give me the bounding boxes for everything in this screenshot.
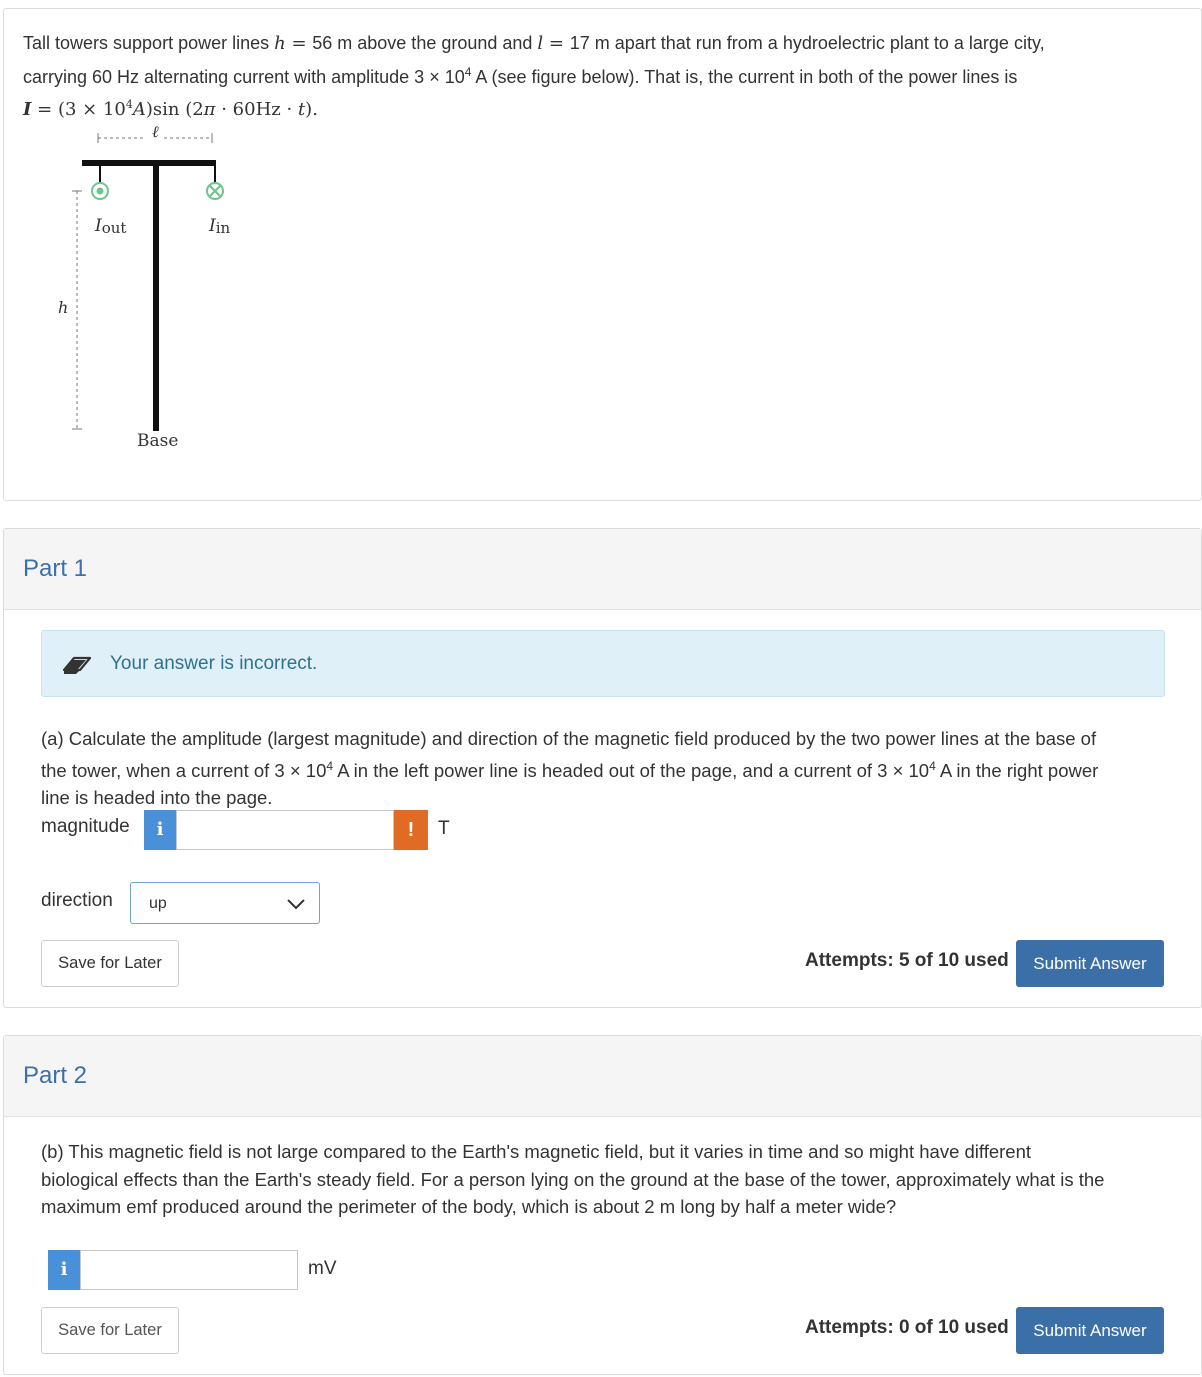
iin-wire-symbol [207, 183, 223, 199]
magnitude-info-icon[interactable]: i [144, 810, 176, 850]
incorrect-alert [41, 630, 1165, 697]
part2-prompt: (b) This magnetic field is not large compared to the Earth's magnetic field, but it varies in time and so might have different biological effects than the Earth's steady field. For a person lying on the ground at the base of the tower, approximately what is the maximum emf produced around the perimeter of the body, which is about 2 m long by half a meter wide? [41, 1141, 1105, 1217]
alert-message: Your answer is incorrect. [110, 653, 318, 674]
part2-header[interactable] [4, 1036, 1201, 1117]
emf-unit: mV [308, 1258, 337, 1279]
direction-label: direction [41, 890, 113, 911]
part2-card [3, 1035, 1202, 1375]
part2-title: Part 2 [23, 1062, 88, 1089]
direction-selected-value: up [149, 895, 167, 912]
tower-pole [153, 160, 159, 431]
part2-submit-button[interactable]: Submit Answer [1016, 1307, 1164, 1354]
tower-figure [44, 121, 264, 451]
iout-label: Iout [95, 216, 127, 237]
emf-input[interactable] [80, 1250, 298, 1290]
question-line-1: Tall towers support power lines h = 56 m above the ground and l = 17 m apart that run from a hydroelectric plant to a large city, [23, 33, 1045, 54]
h-dimension [58, 191, 82, 429]
chevron-down-icon [285, 895, 307, 913]
question-card [3, 8, 1202, 501]
l-label: ℓ [152, 122, 159, 141]
direction-select[interactable] [130, 882, 320, 924]
emf-info-icon[interactable]: i [48, 1250, 80, 1290]
question-text [23, 29, 1193, 124]
part1-header[interactable] [4, 529, 1201, 610]
part1-attempts: Attempts: 5 of 10 used [805, 950, 1009, 971]
part1-prompt: (a) Calculate the amplitude (largest magnitude) and direction of the magnetic field produced by the two power lines at the base of the tower, when a current of $3 \times 10^4$ A in the left power line is headed out of the page, and a current of $3 \times 10^4$ A in the right power line is headed into the page. [41, 728, 1099, 809]
part1-card [3, 528, 1202, 1008]
eraser-icon [60, 652, 92, 676]
iin-label: Iin [209, 216, 231, 237]
part1-save-later-button[interactable]: Save for Later [41, 940, 179, 987]
magnitude-input[interactable] [176, 810, 394, 850]
part2-save-later-button[interactable]: Save for Later [41, 1307, 179, 1354]
magnitude-label: magnitude [41, 816, 130, 837]
magnitude-unit: T [438, 818, 450, 839]
base-label: Base [137, 431, 179, 451]
magnitude-warning-icon[interactable]: ! [394, 810, 428, 850]
tower-crossbar [82, 160, 216, 166]
l-dimension [98, 122, 212, 143]
question-line-2: carrying 60 Hz alternating current with amplitude $3 \times 10^4$ A (see figure below). That is, the current in both of the power lines is [23, 65, 1018, 87]
current-equation: $I = (3 \times 10^4A)\sin$ (2π · 60Hz · t). [23, 98, 318, 120]
part1-title: Part 1 [23, 555, 88, 582]
iout-wire-symbol [92, 183, 108, 199]
h-label: h [58, 298, 69, 317]
part2-attempts: Attempts: 0 of 10 used [805, 1317, 1009, 1338]
part1-submit-button[interactable]: Submit Answer [1016, 940, 1164, 987]
